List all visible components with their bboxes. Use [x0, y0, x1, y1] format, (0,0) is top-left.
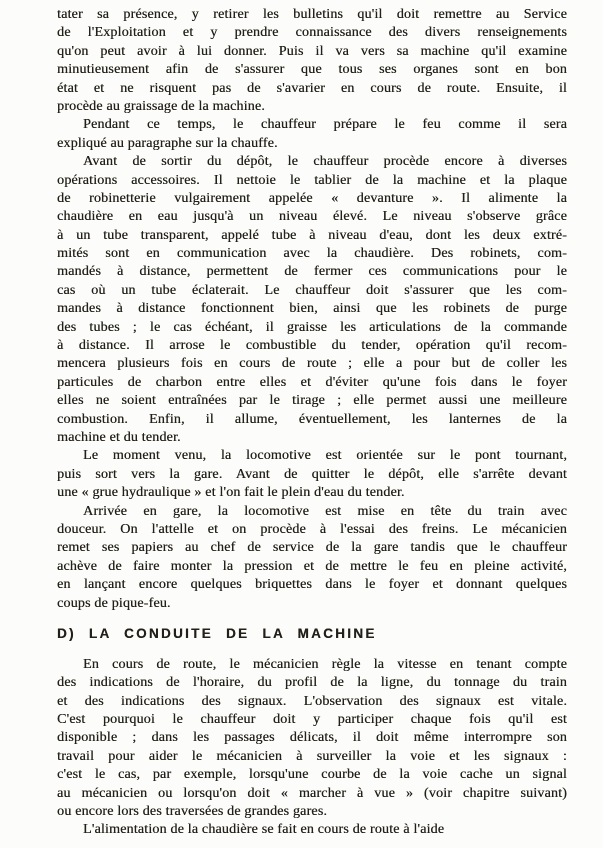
- text-line: opérations accessoires. Il nettoie le tablier de la machine et la plaque: [57, 171, 567, 188]
- text-line: chaudière en eau jusqu'à un niveau élevé. Le niveau s'observe grâce: [57, 208, 567, 225]
- text-line: qu'on peut avoir à lui donner. Puis il va vers sa machine qu'il examine: [57, 42, 567, 59]
- text-line: douceur. On l'attelle et on procède à l'essai des freins. Le mécanicien: [57, 520, 567, 537]
- text-line: combustion. Enfin, il allume, éventuellement, les lanternes de la: [57, 410, 567, 427]
- text-line: en lançant encore quelques briquettes dans le foyer et donnant quelques: [57, 576, 567, 593]
- text-line: à distance. Il arrose le combustible du tender, opération qu'il recom-: [57, 337, 567, 354]
- text-line: cas où un tube éclaterait. Le chauffeur doit s'assurer que les com-: [57, 281, 567, 298]
- text-line: achève de faire monter la pression et de mettre le feu en pleine activité,: [57, 557, 567, 574]
- paragraph: [57, 5, 567, 115]
- text-line: disponible ; dans les passages délicats, il doit même interrompre son: [57, 729, 567, 746]
- text-line: de robinetterie vulgairement appelée « devanture ». Il alimente la: [57, 189, 567, 206]
- text-line: et des indications des signaux. L'observation des signaux est vitale.: [57, 692, 567, 709]
- text-line: procède au graissage de la machine.: [57, 97, 265, 114]
- text-line: une « grue hydraulique » et l'on fait le plein d'eau du tender.: [57, 484, 405, 501]
- text-line: mités sont en communication avec la chaudière. Des robinets, com-: [57, 245, 567, 262]
- text-line: mencera plusieurs fois en cours de route ; elle a pour but de coller les: [57, 355, 567, 372]
- text-line: à un tube transparent, appelé tube à niveau d'eau, dont les deux extré-: [57, 226, 567, 243]
- text-line: ou encore lors des traversées de grandes gares.: [57, 803, 328, 820]
- page-text-block: [57, 5, 567, 839]
- text-line: particules de charbon entre elles et d'éviter qu'une fois dans le foyer: [57, 373, 567, 390]
- text-line: minutieusement afin de s'assurer que tous ses organes sont en bon: [57, 61, 567, 78]
- text-line: de l'Exploitation et y prendre connaissance des divers renseignements: [57, 24, 567, 41]
- text-line: c'est le cas, par exemple, lorsqu'une courbe de la voie cache un signal: [57, 766, 567, 783]
- text-line: Arrivée en gare, la locomotive est mise en tête du train avec: [83, 502, 567, 519]
- text-line: C'est pourquoi le chauffeur doit y participer chaque fois qu'il est: [57, 711, 567, 728]
- text-line: travail pour aider le mécanicien à surveiller la voie et les signaux :: [57, 747, 567, 764]
- text-line: expliqué au paragraphe sur la chauffe.: [57, 134, 278, 151]
- paragraph: [57, 446, 567, 501]
- text-line: coups de pique-feu.: [57, 594, 171, 611]
- paragraph: [57, 115, 567, 152]
- paragraph: [57, 820, 567, 838]
- paragraph: [57, 502, 567, 612]
- text-line: mandés à distance, permettent de fermer ces communications pour le: [57, 263, 567, 280]
- text-line: des tubes ; le cas échéant, il graisse les articulations de la commande: [57, 318, 567, 335]
- text-line: remet ses papiers au chef de service de la gare tandis que le chauffeur: [57, 539, 567, 556]
- text-line: elles ne soient entraînées par le tirage ; elle permet aussi une meilleure: [57, 392, 567, 409]
- section-heading: D) LA CONDUITE DE LA MACHINE: [57, 625, 377, 641]
- text-line: En cours de route, le mécanicien règle la vitesse en tenant compte: [83, 655, 567, 672]
- text-line: Avant de sortir du dépôt, le chauffeur procède encore à diverses: [83, 153, 567, 170]
- text-line: Le moment venu, la locomotive est orientée sur le pont tournant,: [83, 447, 567, 464]
- text-line: machine et du tender.: [57, 428, 181, 445]
- text-line: des indications de l'horaire, du profil de la ligne, du tonnage du train: [57, 674, 567, 691]
- text-line: puis sort vers la gare. Avant de quitter le dépôt, elle s'arrête devant: [57, 465, 567, 482]
- text-line: au mécanicien ou lorsqu'on doit « marcher à vue » (voir chapitre suivant): [57, 784, 567, 801]
- text-line: L'alimentation de la chaudière se fait en cours de route à l'aide: [83, 821, 445, 838]
- text-line: mandes à distance fonctionnent bien, ainsi que les robinets de purge: [57, 300, 567, 317]
- paragraph: [57, 655, 567, 821]
- text-line: tater sa présence, y retirer les bulletins qu'il doit remettre au Service: [57, 6, 567, 22]
- text-line: état et ne risquent pas de s'avarier en cours de route. Ensuite, il: [57, 79, 567, 96]
- paragraph: [57, 152, 567, 446]
- text-line: Pendant ce temps, le chauffeur prépare le feu comme il sera: [83, 116, 567, 133]
